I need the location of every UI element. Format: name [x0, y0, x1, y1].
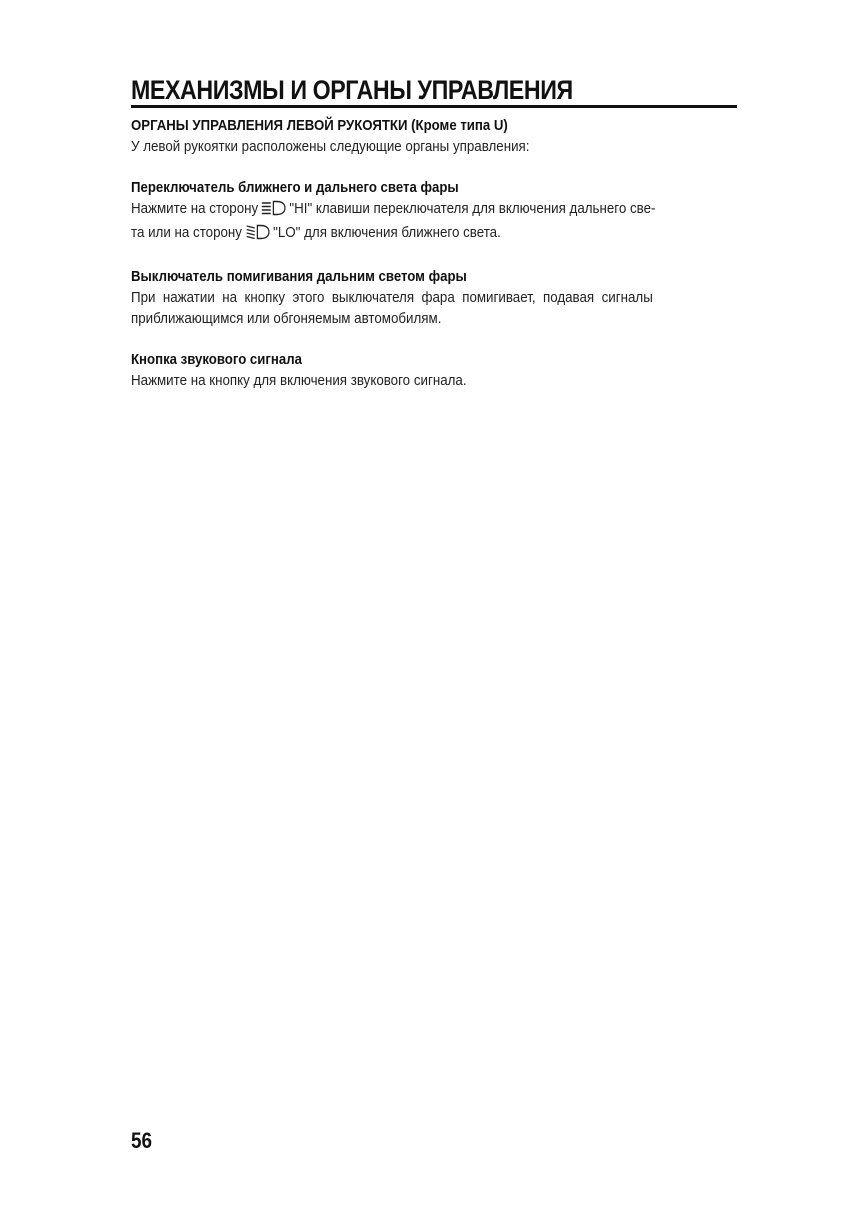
intro-text: У левой рукоятки расположены следующие органы управления:: [131, 138, 530, 155]
title-rule: [131, 105, 737, 108]
page-number: 56: [131, 1128, 153, 1153]
horn-switch-text: Нажмите на кнопку для включения звукового сигнала.: [131, 372, 467, 389]
passing-switch-heading: Выключатель помигивания дальним светом фары: [131, 268, 467, 285]
passing-switch-line-1: При нажатии на кнопку этого выключателя фара помигивает, подавая сигналы: [131, 289, 653, 306]
page-content: [131, 116, 737, 391]
high-beam-icon: [261, 200, 288, 222]
intro-section: [131, 116, 737, 157]
dimmer-switch-line-2: [131, 222, 735, 246]
page-title: МЕХАНИЗМЫ И ОРГАНЫ УПРАВЛЕНИЯ: [131, 75, 573, 105]
dimmer-switch-section: [131, 178, 737, 246]
dimmer-switch-line-1-end: "HI" клавиши переключателя для включения дальнего све-: [289, 200, 656, 217]
dimmer-switch-line-2-end: "LO" для включения ближнего света.: [273, 224, 501, 241]
horn-switch-heading: Кнопка звукового сигнала: [131, 351, 302, 368]
dimmer-switch-line-2-start: та или на сторону: [131, 224, 242, 241]
dimmer-switch-line-1-start: Нажмите на сторону: [131, 200, 259, 217]
dimmer-switch-line-1: [131, 198, 735, 222]
horn-switch-section: [131, 350, 737, 391]
passing-switch-line-2: приближающимся или обгоняемым автомобилям.: [131, 310, 442, 327]
low-beam-icon: [245, 224, 272, 246]
intro-heading: ОРГАНЫ УПРАВЛЕНИЯ ЛЕВОЙ РУКОЯТКИ (Кроме типа U): [131, 117, 508, 134]
dimmer-switch-heading: Переключатель ближнего и дальнего света фары: [131, 179, 459, 196]
passing-switch-section: [131, 267, 737, 329]
